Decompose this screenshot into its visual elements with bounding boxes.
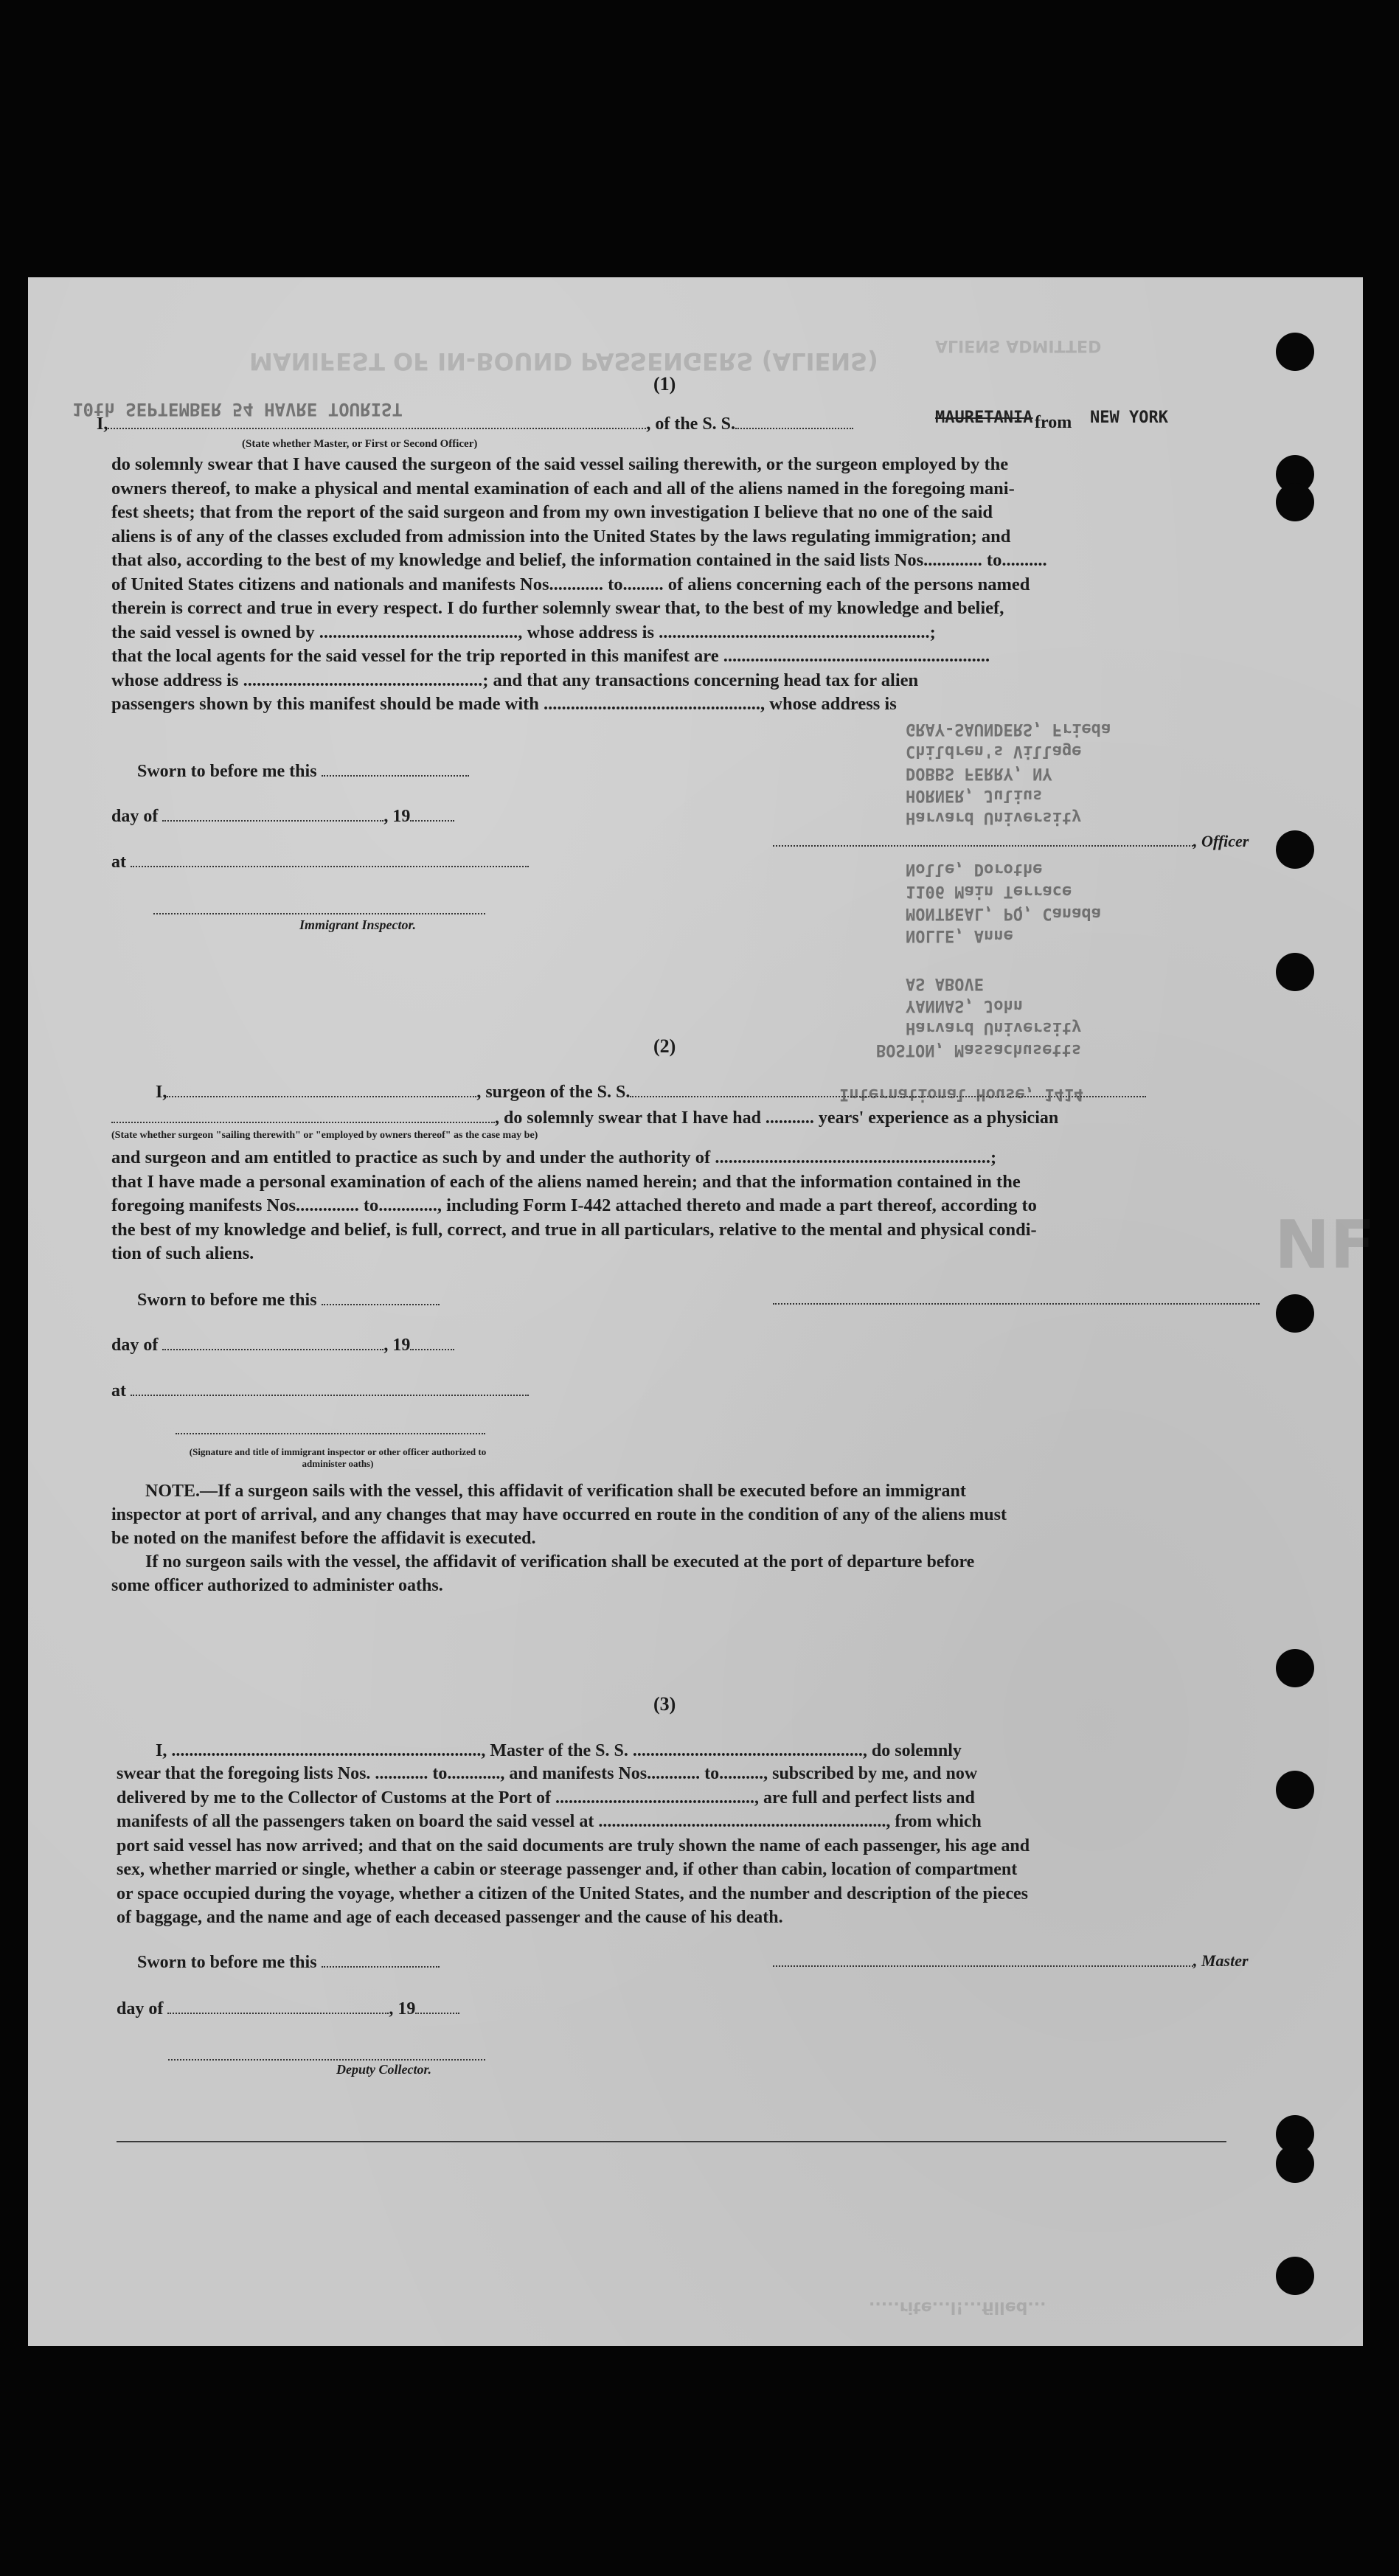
- section-2-line: foregoing manifests Nos.............. to............., including Form I-442 attached thereto and made a part thereof, according to: [111, 1195, 1037, 1215]
- ghost-entry: MONTREAL, PQ, Canada: [906, 904, 1101, 923]
- ghost-entry: DOBBS FERRY, NY: [906, 764, 1052, 782]
- binder-hole: [1276, 1649, 1314, 1687]
- section-3-line: port said vessel has now arrived; and that on the said documents are truly shown the name of each passenger, his age and: [117, 1836, 1030, 1855]
- section-3-day-of: day of , 19: [117, 1998, 459, 2019]
- section-3-line: delivered by me to the Collector of Customs at the Port of ............................................., are full and perfect lists and: [117, 1788, 975, 1808]
- bottom-rule: [117, 2141, 1226, 2142]
- section-1-at: at: [111, 851, 529, 872]
- section-1-number: (1): [653, 373, 676, 395]
- master-signature-line: [773, 1964, 1193, 1967]
- binder-hole: [1276, 1771, 1314, 1809]
- section-2-first-line: I, , surgeon of the S. S.: [156, 1081, 1146, 1103]
- bleed-through-header: MANIFEST OF IN-BOUND PASSENGERS (ALIENS): [249, 347, 878, 375]
- section-2-day-of: day of , 19: [111, 1334, 454, 1355]
- from-port-stamp: NEW YORK: [1090, 409, 1168, 427]
- section-1-line: that the local agents for the said vessel for the trip reported in this manifest are ...........................................................: [111, 646, 990, 666]
- section-3-line: of baggage, and the name and age of each deceased passenger and the cause of his death.: [117, 1908, 783, 1927]
- ghost-entry: Harvard University: [906, 1018, 1082, 1037]
- binder-hole: [1276, 1294, 1314, 1333]
- section-1-line: therein is correct and true in every respect. I do further solemnly swear that, to the best of my knowledge and belief,: [111, 598, 1004, 618]
- section-2-line: the best of my knowledge and belief, is full, correct, and true in all particulars, relative to the mental and physical condi-: [111, 1219, 1037, 1240]
- section-2-line: and surgeon and am entitled to practice as such by and under the authority of .............................................................;: [111, 1148, 997, 1167]
- bleed-through-footer: .....rite...l!...filled...: [869, 2298, 1046, 2316]
- section-2-line: tion of such aliens.: [111, 1243, 254, 1263]
- section-2-sig-note: (Signature and title of immigrant inspector or other officer authorized to administer oaths): [189, 1446, 487, 1469]
- section-3-line: or space occupied during the voyage, whether a citizen of the United States, and the number and description of the pieces: [117, 1884, 1028, 1903]
- section-1-body: [111, 453, 1262, 717]
- section-3-line: swear that the foregoing lists Nos. ............ to............, and manifests Nos............ to.........., subscribed by me, and now: [117, 1764, 978, 1783]
- section-1-first-line: I, , of the S. S.: [97, 413, 853, 434]
- section-3-line: sex, whether married or single, whether a cabin or steerage passenger and, if other than cabin, location of compartment: [117, 1860, 1018, 1879]
- section-2-second-line: , do solemnly swear that I have had ........... years' experience as a physician: [111, 1107, 1058, 1128]
- bleed-through-header-2: ALIENS ADMITTED: [935, 336, 1102, 355]
- section-2-note: [111, 1479, 1262, 1597]
- officer-signature-line: [773, 844, 1193, 847]
- section-1-sworn: Sworn to before me this: [137, 760, 469, 782]
- ghost-entry: BOSTON, Massachusetts: [876, 1041, 1082, 1059]
- section-1-line: that also, according to the best of my knowledge and belief, the information contained in the said lists Nos............. to..........: [111, 550, 1047, 570]
- section-1-line: owners thereof, to make a physical and mental examination of each and all of the aliens named in the foregoing mani-: [111, 478, 1015, 499]
- note-line: NOTE.—If a surgeon sails with the vessel, this affidavit of verification shall be executed before an immigrant: [145, 1482, 966, 1501]
- binder-hole: [1276, 953, 1314, 991]
- section-3-number: (3): [653, 1693, 676, 1715]
- section-2-signature-line: [773, 1302, 1260, 1305]
- section-1-line: passengers shown by this manifest should be made with ................................................, whose address is: [111, 694, 897, 714]
- ghost-entry: International House, 1414: [839, 1085, 1084, 1103]
- ghost-entry: AS ABOVE: [906, 974, 984, 993]
- section-2-body: [111, 1146, 1262, 1266]
- binder-hole: [1276, 483, 1314, 521]
- section-1-line: aliens is of any of the classes excluded from admission into the United States by the laws regulating immigration; and: [111, 526, 1011, 546]
- deputy-signature-line: [168, 2058, 485, 2061]
- ghost-entry: Children's Village: [906, 742, 1082, 760]
- section-2-state-note: (State whether surgeon "sailing therewith" or "employed by owners thereof" as the case may be): [111, 1130, 538, 1141]
- section-3-line: manifests of all the passengers taken on board the said vessel at ................................................................., from which: [117, 1812, 982, 1831]
- bleed-through-date: 10th SEPTEMBER 54 HAVRE TOURIST: [72, 399, 403, 420]
- inspector-signature-line: [153, 912, 485, 914]
- note-line: inspector at port of arrival, and any changes that may have occurred en route in the condition of any of the aliens must: [111, 1505, 1007, 1524]
- immigrant-inspector-label: Immigrant Inspector.: [299, 917, 417, 932]
- section-1-state-note: (State whether Master, or First or Second Officer): [242, 438, 478, 450]
- section-1-day-of: day of , 19: [111, 805, 454, 827]
- note-line: be noted on the manifest before the affidavit is executed.: [111, 1529, 536, 1548]
- ghost-entry: NOLLE, Anne: [906, 926, 1013, 945]
- section-3-sworn: Sworn to before me this: [137, 1951, 440, 1973]
- binder-hole: [1276, 2145, 1314, 2183]
- section-3-body: [117, 1762, 1267, 1930]
- document-page: [28, 277, 1375, 2346]
- binder-hole: [1276, 2257, 1314, 2295]
- ghost-entry: YANNAS, John: [906, 996, 1023, 1015]
- section-1-line: do solemnly swear that I have caused the surgeon of the said vessel sailing therewith, or the surgeon employed by the: [111, 454, 1009, 474]
- section-2-at: at: [111, 1380, 529, 1401]
- deputy-collector-label: Deputy Collector.: [336, 2062, 431, 2077]
- bleed-through-side-marks: NF: [1274, 1207, 1375, 1284]
- section-1-line: the said vessel is owned by ............................................, whose address is ............................................................;: [111, 622, 936, 642]
- section-2-number: (2): [653, 1035, 676, 1057]
- binder-hole: [1276, 333, 1314, 371]
- section-1-line: of United States citizens and nationals and manifests Nos............ to......... of aliens concerning each of the persons named: [111, 574, 1030, 594]
- ghost-entry: GRAY-SAUNDERS, Frieda: [906, 720, 1111, 738]
- section-1-line: whose address is .....................................................; and that any transactions concerning head tax for alien: [111, 670, 919, 690]
- section-1-line: fest sheets; that from the report of the said surgeon and from my own investigation I believe that no one of the said: [111, 502, 993, 522]
- section-2-inspector-line: [176, 1431, 485, 1434]
- section-2-sworn: Sworn to before me this: [137, 1289, 440, 1310]
- from-label: from: [1035, 413, 1072, 432]
- ghost-entry: Harvard University: [906, 808, 1082, 827]
- ghost-entry: 1106 Main Terrace: [906, 882, 1072, 900]
- note-line: some officer authorized to administer oaths.: [111, 1576, 443, 1595]
- ghost-entry: HORNER, Julius: [906, 786, 1043, 805]
- section-2-line: that I have made a personal examination of each of the aliens named herein; and that the information contained in the: [111, 1171, 1021, 1192]
- vessel-name-stamp: MAURETANIA: [935, 409, 1033, 427]
- ghost-entry: Nolle, Dorothe: [906, 860, 1043, 878]
- officer-label: , Officer: [1193, 832, 1249, 850]
- section-3-first-line: I, ......................................................................, Master of the S. S. ...................................................., do solemnly: [156, 1741, 962, 1760]
- master-label: , Master: [1193, 1951, 1249, 1970]
- binder-hole: [1276, 830, 1314, 869]
- note-line: If no surgeon sails with the vessel, the affidavit of verification shall be executed at the port of departure before: [145, 1552, 975, 1572]
